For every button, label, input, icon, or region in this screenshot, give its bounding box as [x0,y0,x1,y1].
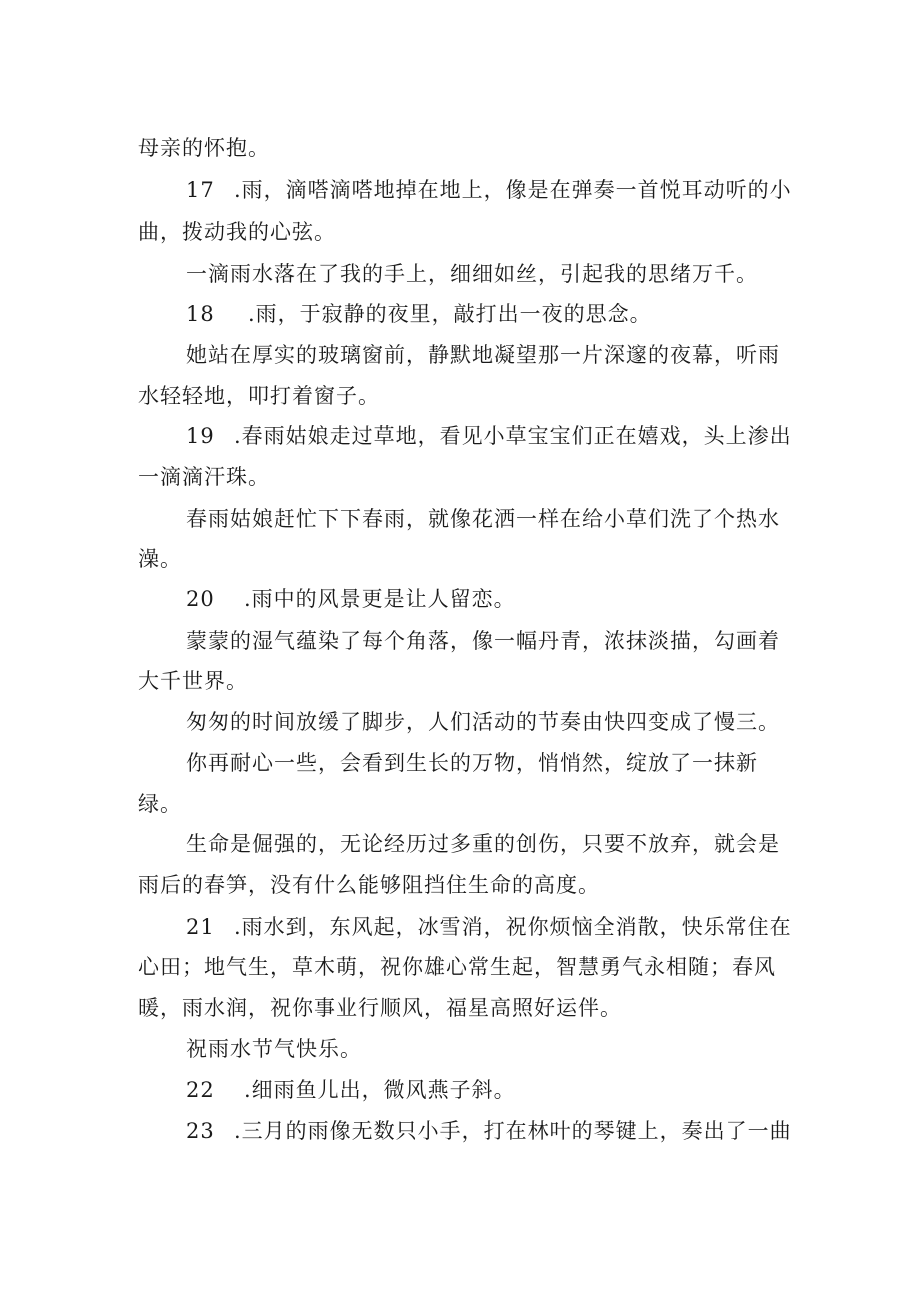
line-text: .雨中的风景更是让人留恋。 [244,587,516,611]
text-line [138,993,622,1023]
text-line [138,870,600,900]
line-text: 母亲的怀抱。 [138,136,270,160]
text-line [186,626,780,656]
numbered-paragraph-18 [186,299,652,329]
text-line [138,381,380,411]
numbered-paragraph-23 [186,1116,792,1146]
line-text: 生命是倔强的，无论经历过多重的创伤，只要不放弃，就会是 [186,832,780,856]
line-text: 她站在厚实的玻璃窗前，静默地凝望那一片深邃的夜幕，听雨 [186,343,780,367]
paragraph-number: 20 [186,587,215,611]
line-text: 暖，雨水润，祝你事业行顺风，福星高照好运伴。 [138,996,622,1020]
paragraph-number: 18 [186,302,215,326]
text-line [138,952,776,982]
numbered-paragraph-20 [186,584,516,614]
text-line [186,259,758,289]
paragraph-number: 19 [186,424,215,448]
line-text: .雨，滴嗒滴嗒地掉在地上，像是在弹奏一首悦耳动听的小 [234,178,792,202]
text-line [186,1034,362,1064]
line-text: .雨水到，东风起，冰雪消，祝你烦恼全消散，快乐常住在 [234,915,792,939]
text-line [138,133,270,163]
text-line [138,789,182,819]
text-line [138,666,248,696]
line-text: 你再耐心一些，会看到生长的万物，悄悄然，绽放了一抹新 [186,751,758,775]
text-line [138,217,336,247]
line-text: .三月的雨像无数只小手，打在林叶的琴键上，奏出了一曲 [234,1119,792,1143]
text-line [186,340,780,370]
line-text: 大千世界。 [138,669,248,693]
numbered-paragraph-19 [186,421,792,451]
text-line [186,829,780,859]
text-line [186,504,780,534]
text-line [138,544,182,574]
line-text: .雨，于寂静的夜里，敲打出一夜的思念。 [248,302,652,326]
paragraph-number: 22 [186,1078,215,1102]
line-text: .春雨姑娘走过草地，看见小草宝宝们正在嬉戏，头上渗出 [234,424,792,448]
paragraph-number: 21 [186,915,215,939]
text-line [186,748,758,778]
line-text: 水轻轻地，叩打着窗子。 [138,384,380,408]
line-text: 曲，拨动我的心弦。 [138,220,336,244]
line-text: 绿。 [138,792,182,816]
line-text: 澡。 [138,547,182,571]
line-text: 匆匆的时间放缓了脚步，人们活动的节奏由快四变成了慢三。 [186,710,780,734]
text-line [138,462,270,492]
paragraph-number: 17 [186,178,215,202]
line-text: 雨后的春笋，没有什么能够阻挡住生命的高度。 [138,873,600,897]
numbered-paragraph-21 [186,912,792,942]
line-text: 一滴滴汗珠。 [138,465,270,489]
numbered-paragraph-22 [186,1075,516,1105]
line-text: 心田；地气生，草木萌，祝你雄心常生起，智慧勇气永相随；春风 [138,955,776,979]
text-line [186,707,780,737]
numbered-paragraph-17 [186,175,792,205]
paragraph-number: 23 [186,1119,215,1143]
line-text: 祝雨水节气快乐。 [186,1037,362,1061]
line-text: 春雨姑娘赶忙下下春雨，就像花洒一样在给小草们洗了个热水 [186,507,780,531]
line-text: 蒙蒙的湿气蕴染了每个角落，像一幅丹青，浓抹淡描，勾画着 [186,629,780,653]
line-text: 一滴雨水落在了我的手上，细细如丝，引起我的思绪万千。 [186,262,758,286]
line-text: .细雨鱼儿出，微风燕子斜。 [244,1078,516,1102]
